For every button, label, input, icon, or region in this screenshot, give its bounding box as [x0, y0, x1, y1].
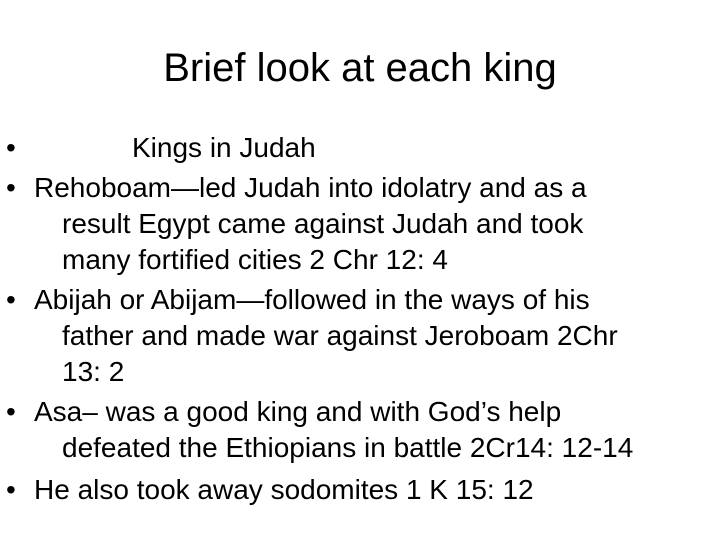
bullet-dot-icon: •: [6, 284, 16, 315]
bullet-dot-icon: •: [6, 396, 16, 427]
bullet-line: result Egypt came against Judah and took: [62, 208, 584, 239]
bullet-dot-icon: •: [6, 172, 16, 203]
bullet-line: many fortified cities 2 Chr 12: 4: [62, 244, 448, 275]
bullet-line: defeated the Ethiopians in battle 2Cr14: 12-14: [62, 432, 634, 463]
bullet-line: Abijah or Abijam—followed in the ways of his: [34, 284, 590, 315]
bullet-dot-icon: •: [6, 474, 16, 505]
bullet-line: 13: 2: [62, 356, 125, 387]
slide-title: Brief look at each king: [163, 46, 557, 90]
bullet-line: Rehoboam—led Judah into idolatry and as a: [34, 172, 587, 203]
bullet-dot-icon: •: [6, 132, 16, 163]
bullet-line: father and made war against Jeroboam 2Chr: [62, 320, 618, 351]
bullet-line: He also took away sodomites 1 K 15: 12: [34, 474, 534, 505]
bullet-line: Asa– was a good king and with God’s help: [34, 396, 562, 427]
bullet-line: Kings in Judah: [132, 132, 316, 163]
